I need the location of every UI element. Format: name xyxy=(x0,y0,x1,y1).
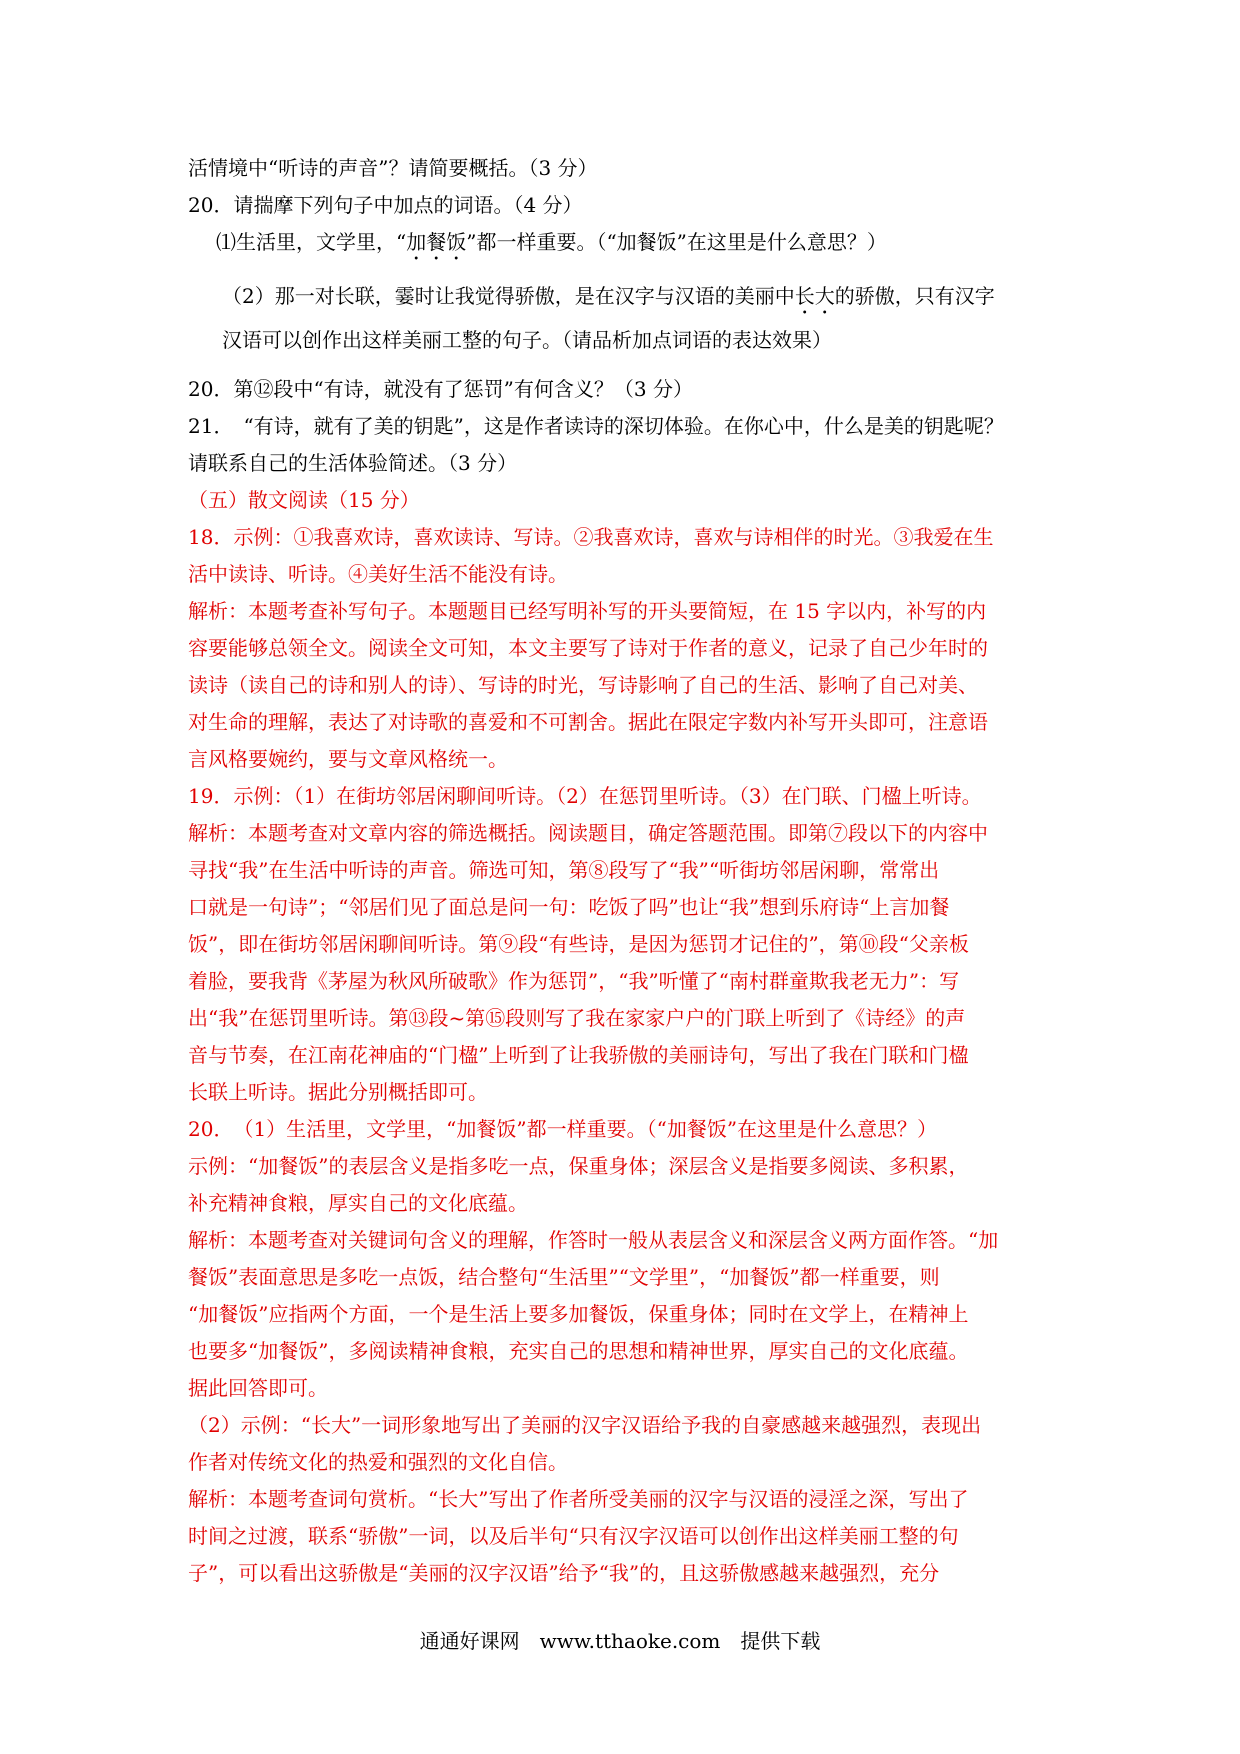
answer-line: 对生命的理解，表达了对诗歌的喜爱和不可割舍。据此在限定字数内补写开头即可，注意语 xyxy=(188,710,988,734)
answer-line: 解析：本题考查对关键词句含义的理解，作答时一般从表层含义和深层含义两方面作答。“加 xyxy=(188,1228,999,1252)
question-21: 21． “有诗，就有了美的钥匙”，这是作者读诗的深切体验。在你心中，什么是美的钥匙呢？ xyxy=(188,414,1004,438)
answer-line: 解析：本题考查补写句子。本题题目已经写明补写的开头要简短，在 15 字以内，补写的内 xyxy=(188,599,987,623)
document-body xyxy=(188,150,1058,1592)
answer-line: 寻找“我”在生活中听诗的声音。筛选可知，第⑧段写了“我”“听街坊邻居闲聊，常常出 xyxy=(188,858,940,882)
answer-line: 补充精神食粮，厚实自己的文化底蕴。 xyxy=(188,1191,528,1215)
question-20b: 20．第⑫段中“有诗，就没有了惩罚”有何含义？（3 分） xyxy=(188,377,693,401)
answer-line: 长联上听诗。据此分别概括即可。 xyxy=(188,1080,488,1104)
question-20-stem: 20．请揣摩下列句子中加点的词语。（4 分） xyxy=(188,193,583,217)
answer-line: 活中读诗、听诗。④美好生活不能没有诗。 xyxy=(188,562,568,586)
question-21-cont: 请联系自己的生活体验简述。（3 分） xyxy=(188,451,518,475)
answer-line: 读诗（读自己的诗和别人的诗）、写诗的时光，写诗影响了自己的生活、影响了自己对美、 xyxy=(188,673,978,697)
answer-line: 餐饭”表面意思是多吃一点饭，结合整句“生活里”“文学里”，“加餐饭”都一样重要，则 xyxy=(188,1265,940,1289)
answer-line: 19．示例：（1）在街坊邻居闲聊间听诗。（2）在惩罚里听诗。（3）在门联、门楹上听诗。 xyxy=(188,784,982,808)
answer-line: “加餐饭”应指两个方面，一个是生活上要多加餐饭，保重身体；同时在文学上，在精神上 xyxy=(188,1302,969,1326)
answer-line: 示例：“加餐饭”的表层含义是指多吃一点，保重身体；深层含义是指要多阅读、多积累， xyxy=(188,1154,969,1178)
question-20-part-1: ⑴生活里，文学里，“加餐饭”都一样重要。（“加餐饭”在这里是什么意思？） xyxy=(216,230,887,254)
answer-line: 饭”，即在街坊邻居闲聊间听诗。第⑨段“有些诗，是因为惩罚才记住的”，第⑩段“父亲板 xyxy=(188,932,969,956)
answer-line: （2）示例：“长大”一词形象地写出了美丽的汉字汉语给予我的自豪感越来越强烈，表现出 xyxy=(188,1413,982,1437)
question-20-part-2: （2）那一对长联，霎时让我觉得骄傲，是在汉字与汉语的美丽中长大的骄傲，只有汉字 xyxy=(222,284,995,308)
answer-line: 解析：本题考查词句赏析。“长大”写出了作者所受美丽的汉字与汉语的浸淫之深，写出了 xyxy=(188,1487,969,1511)
answer-line: 言风格要婉约，要与文章风格统一。 xyxy=(188,747,508,771)
answer-line: 子”，可以看出这骄傲是“美丽的汉字汉语”给予“我”的，且这骄傲感越来越强烈，充分 xyxy=(188,1561,940,1585)
answer-line: 作者对传统文化的热爱和强烈的文化自信。 xyxy=(188,1450,568,1474)
answer-line: 解析：本题考查对文章内容的筛选概括。阅读题目，确定答题范围。即第⑦段以下的内容中 xyxy=(188,821,988,845)
answer-line: （五）散文阅读（15 分） xyxy=(188,488,420,512)
answer-line: 音与节奏，在江南花神庙的“门楹”上听到了让我骄傲的美丽诗句，写出了我在门联和门楹 xyxy=(188,1043,969,1067)
answer-line: 口就是一句诗”；“邻居们见了面总是问一句：吃饭了吗”也让“我”想到乐府诗“上言加餐 xyxy=(188,895,950,919)
answer-line: 据此回答即可。 xyxy=(188,1376,328,1400)
answer-line: 20． （1）生活里，文学里，“加餐饭”都一样重要。（“加餐饭”在这里是什么意思？） xyxy=(188,1117,938,1141)
answer-line: 也要多“加餐饭”，多阅读精神食粮，充实自己的思想和精神世界，厚实自己的文化底蕴。 xyxy=(188,1339,969,1363)
answer-line: 容要能够总领全文。阅读全文可知，本文主要写了诗对于作者的意义，记录了自己少年时的 xyxy=(188,636,988,660)
answer-line: 着脸，要我背《茅屋为秋风所破歌》作为惩罚”，“我”听懂了“南村群童欺我老无力”：写 xyxy=(188,969,960,993)
question-20-part-2-cont: 汉语可以创作出这样美丽工整的句子。（请品析加点词语的表达效果） xyxy=(222,328,832,352)
emphasized-word: 加餐饭 xyxy=(406,230,467,254)
answer-line: 18．示例：①我喜欢诗，喜欢读诗、写诗。②我喜欢诗，喜欢与诗相伴的时光。③我爱在生 xyxy=(188,525,994,549)
answer-section xyxy=(188,482,1058,1592)
answer-line: 时间之过渡，联系“骄傲”一词，以及后半句“只有汉字汉语可以创作出这样美丽工整的句 xyxy=(188,1524,959,1548)
emphasized-word: 长大 xyxy=(794,284,835,308)
answer-line: 出“我”在惩罚里听诗。第⑬段~第⑮段则写了我在家家户户的门联上听到了《诗经》的声 xyxy=(188,1006,966,1030)
question-line: 活情境中“听诗的声音”？请简要概括。（3 分） xyxy=(188,156,598,180)
footer: 通通好课网 www.tthaoke.com 提供下载 xyxy=(419,1629,821,1653)
